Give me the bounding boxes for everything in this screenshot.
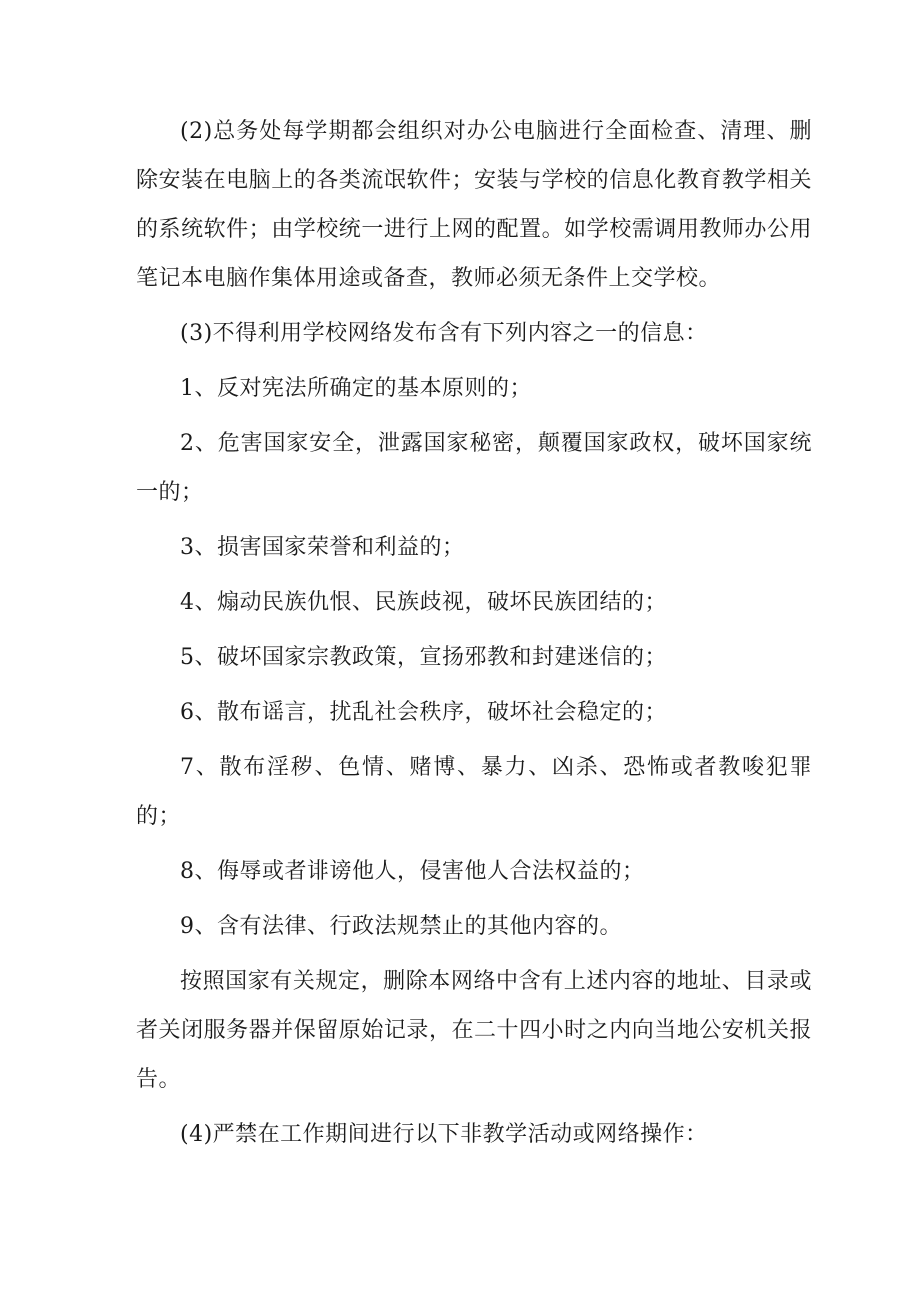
list-item-5: 5、破坏国家宗教政策，宣扬邪教和封建迷信的； bbox=[180, 645, 667, 670]
list-item-1: 1、反对宪法所确定的基本原则的； bbox=[180, 376, 532, 401]
list-item-8: 8、侮辱或者诽谤他人，侵害他人合法权益的； bbox=[180, 859, 645, 884]
list-item-9: 9、含有法律、行政法规禁止的其他内容的。 bbox=[180, 914, 622, 939]
paragraph-item-2: (2)总务处每学期都会组织对办公电脑进行全面检查、清理、删除安装在电脑上的各类流氓软件；安装与学校的信息化教育教学相关的系统软件；由学校统一进行上网的配置。如学校需调用教师办公用笔记本电脑作集体用途或备查，教师必须无条件上交学校。 bbox=[136, 119, 812, 291]
paragraph-report: 按照国家有关规定，删除本网络中含有上述内容的地址、目录或者关闭服务器并保留原始记录，在二十四小时之内向当地公安机关报告。 bbox=[136, 969, 812, 1092]
paragraph-item-4: (4)严禁在工作期间进行以下非教学活动或网络操作： bbox=[180, 1122, 708, 1147]
list-item-4: 4、煽动民族仇恨、民族歧视，破坏民族团结的； bbox=[180, 590, 667, 615]
list-item-2: 2、危害国家安全，泄露国家秘密，颠覆国家政权，破坏国家统一的； bbox=[136, 431, 812, 505]
list-item-7: 7、散布淫秽、色情、赌博、暴力、凶杀、恐怖或者教唆犯罪的； bbox=[136, 755, 812, 829]
list-item-6: 6、散布谣言，扰乱社会秩序，破坏社会稳定的； bbox=[180, 700, 667, 725]
list-item-3: 3、损害国家荣誉和利益的； bbox=[180, 535, 465, 560]
document-body bbox=[136, 107, 812, 1159]
paragraph-item-3: (3)不得利用学校网络发布含有下列内容之一的信息： bbox=[180, 321, 708, 346]
